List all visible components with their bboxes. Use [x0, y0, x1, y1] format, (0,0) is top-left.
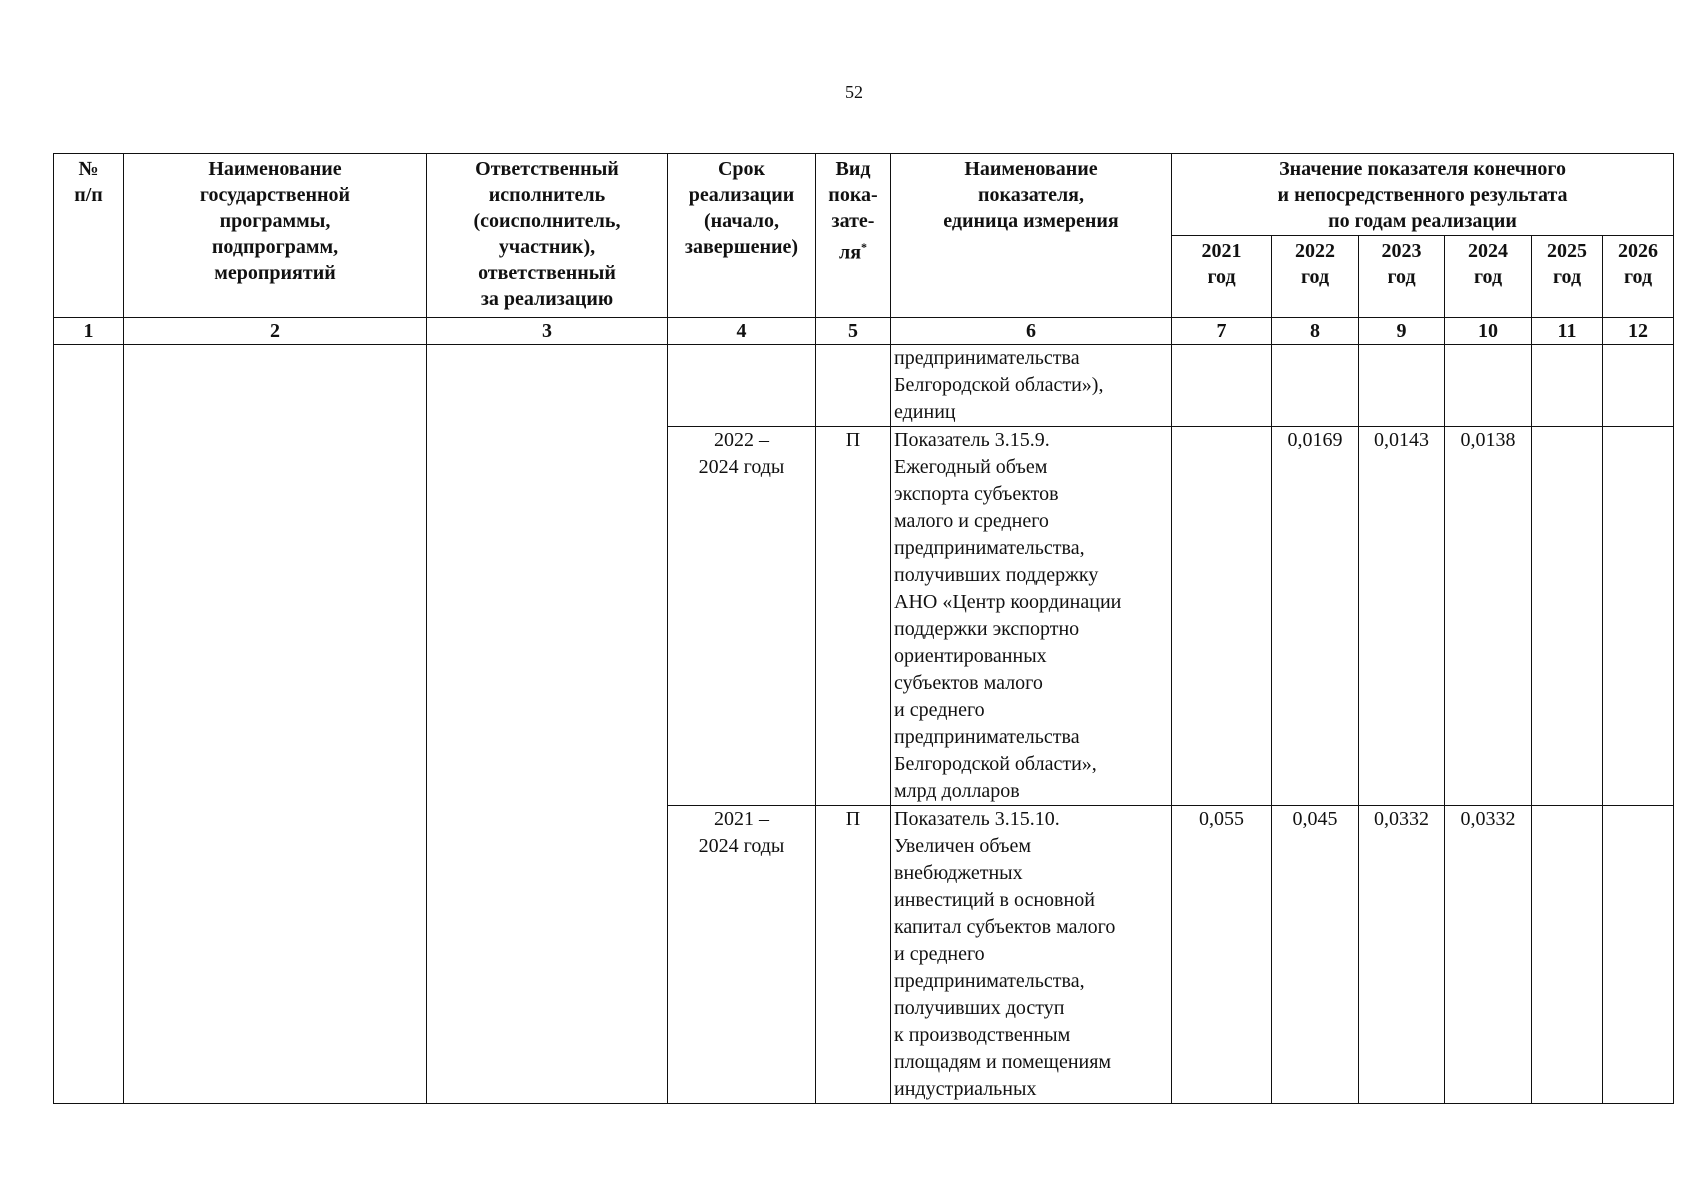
header-values-group: Значение показателя конечного и непосредственного результата по годам реализации [1172, 154, 1674, 236]
cell-term: 2022 – 2024 годы [668, 427, 816, 806]
header-responsible: Ответственный исполнитель (соисполнитель, участник), ответственный за реализацию [427, 154, 668, 318]
header-year-2023: 2023 год [1359, 236, 1445, 318]
cell-value-2021 [1172, 427, 1272, 806]
cell-value-2021 [1172, 345, 1272, 427]
column-number: 3 [427, 318, 668, 345]
table-row [54, 345, 1674, 427]
cell-indicator: предпринимательства Белгородской области»), единиц [891, 345, 1172, 427]
column-number: 5 [816, 318, 891, 345]
column-number: 1 [54, 318, 124, 345]
cell-indicator-type: П [816, 806, 891, 1104]
cell-indicator: Показатель 3.15.10. Увеличен объем внебюджетных инвестиций в основной капитал субъектов малого и среднего предпринимательства, получивших доступ к производственным площадям и помещениям индустриальных [891, 806, 1172, 1104]
column-number: 11 [1532, 318, 1603, 345]
cell-term: 2021 – 2024 годы [668, 806, 816, 1104]
column-number-row [54, 318, 1674, 345]
header-year-2021: 2021 год [1172, 236, 1272, 318]
cell-value-2021: 0,055 [1172, 806, 1272, 1104]
column-number: 10 [1445, 318, 1532, 345]
cell-program-name [124, 345, 427, 1104]
header-term: Срок реализации (начало, завершение) [668, 154, 816, 318]
header-program-name: Наименование государственной программы, подпрограмм, мероприятий [124, 154, 427, 318]
cell-value-2025 [1532, 345, 1603, 427]
header-indicator-name: Наименование показателя, единица измерения [891, 154, 1172, 318]
cell-value-2022: 0,0169 [1272, 427, 1359, 806]
column-number: 8 [1272, 318, 1359, 345]
cell-value-2022: 0,045 [1272, 806, 1359, 1104]
column-number: 4 [668, 318, 816, 345]
cell-value-2023 [1359, 345, 1445, 427]
cell-value-2026 [1603, 806, 1674, 1104]
cell-value-2026 [1603, 345, 1674, 427]
header-year-2026: 2026 год [1603, 236, 1674, 318]
column-number: 12 [1603, 318, 1674, 345]
cell-value-2024 [1445, 345, 1532, 427]
cell-value-2022 [1272, 345, 1359, 427]
cell-value-2023: 0,0332 [1359, 806, 1445, 1104]
indicator-table [53, 153, 1674, 1104]
cell-indicator-type [816, 345, 891, 427]
cell-value-2025 [1532, 427, 1603, 806]
header-number: № п/п [54, 154, 124, 318]
header-year-2022: 2022 год [1272, 236, 1359, 318]
column-number: 2 [124, 318, 427, 345]
cell-number [54, 345, 124, 1104]
header-year-2025: 2025 год [1532, 236, 1603, 318]
cell-responsible [427, 345, 668, 1104]
column-number: 9 [1359, 318, 1445, 345]
cell-indicator: Показатель 3.15.9. Ежегодный объем экспорта субъектов малого и среднего предпринимательства, получивших поддержку АНО «Центр координации поддержки экспортно ориентированных субъектов малого и среднего предпринимательства Белгородской области», млрд долларов [891, 427, 1172, 806]
column-number: 7 [1172, 318, 1272, 345]
header-indicator-type: Вид пока- зате- ля* [816, 154, 891, 318]
cell-value-2023: 0,0143 [1359, 427, 1445, 806]
cell-value-2024: 0,0138 [1445, 427, 1532, 806]
cell-value-2025 [1532, 806, 1603, 1104]
cell-value-2026 [1603, 427, 1674, 806]
header-year-2024: 2024 год [1445, 236, 1532, 318]
footnote-mark: * [861, 240, 868, 254]
cell-term [668, 345, 816, 427]
cell-value-2024: 0,0332 [1445, 806, 1532, 1104]
cell-indicator-type: П [816, 427, 891, 806]
column-number: 6 [891, 318, 1172, 345]
page-number: 52 [845, 82, 863, 102]
